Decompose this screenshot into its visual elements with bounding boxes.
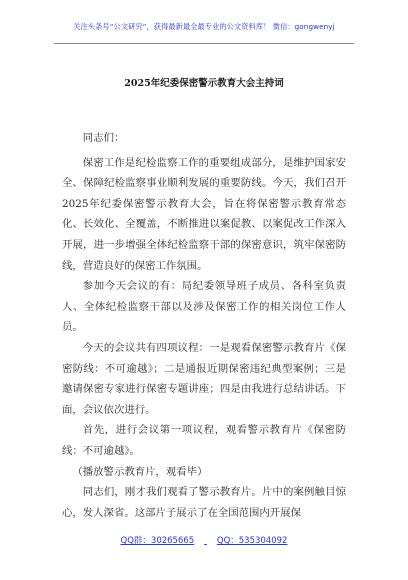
- footer-qq-group: QQ群：30265665: [120, 536, 195, 546]
- page-header-notice: 关注头条号“公文研究”，获得最新最全最专业的公文资料库！ 微信：gongwenyj: [73, 22, 335, 31]
- paragraph-attendees: 参加今天会议的有：局纪委领导班子成员、各科室负责人、全体纪检监察干部以及涉及保密工作的相关岗位工作人员。: [62, 280, 346, 334]
- paragraph-first-item: 首先，进行会议第一项议程，观看警示教育片《保密防线：不可逾越》。: [62, 424, 346, 457]
- salutation: 同志们：: [82, 132, 125, 144]
- paragraph-intro: 保密工作是纪检监察工作的重要组成部分，是维护国家安全、保障纪检监察事业顺利发展的重要防线。今天，我们召开2025年纪委保密警示教育大会，旨在将保密警示教育常态化、长效化、全覆盖，不断推进以案促教、以案促改工作深入开展，进一步增强全体纪检监察干部的保密意识，筑牢保密防线，营造良好的保密工作氛围。: [62, 156, 346, 272]
- footer-qq-contact: QQ：535304092: [216, 536, 288, 546]
- document-title: 2025年纪委保密警示教育大会主持词: [124, 78, 284, 89]
- page-footer: [0, 534, 408, 546]
- paragraph-playback-note: （播放警示教育片，观看毕）: [72, 465, 208, 478]
- header-divider: [54, 43, 354, 44]
- document-body: [62, 128, 346, 523]
- paragraph-comment: 同志们，刚才我们观看了警示教育片。片中的案例触目惊心，发人深省。这部片子展示了在全国范围内开展保: [62, 486, 346, 519]
- paragraph-agenda: 今天的会议共有四项议程：一是观看保密警示教育片《保密防线：不可逾越》；二是通报近期保密违纪典型案例；三是邀请保密专家进行保密专题讲座；四是由我进行总结讲话。下面，会议依次进行。: [62, 341, 346, 416]
